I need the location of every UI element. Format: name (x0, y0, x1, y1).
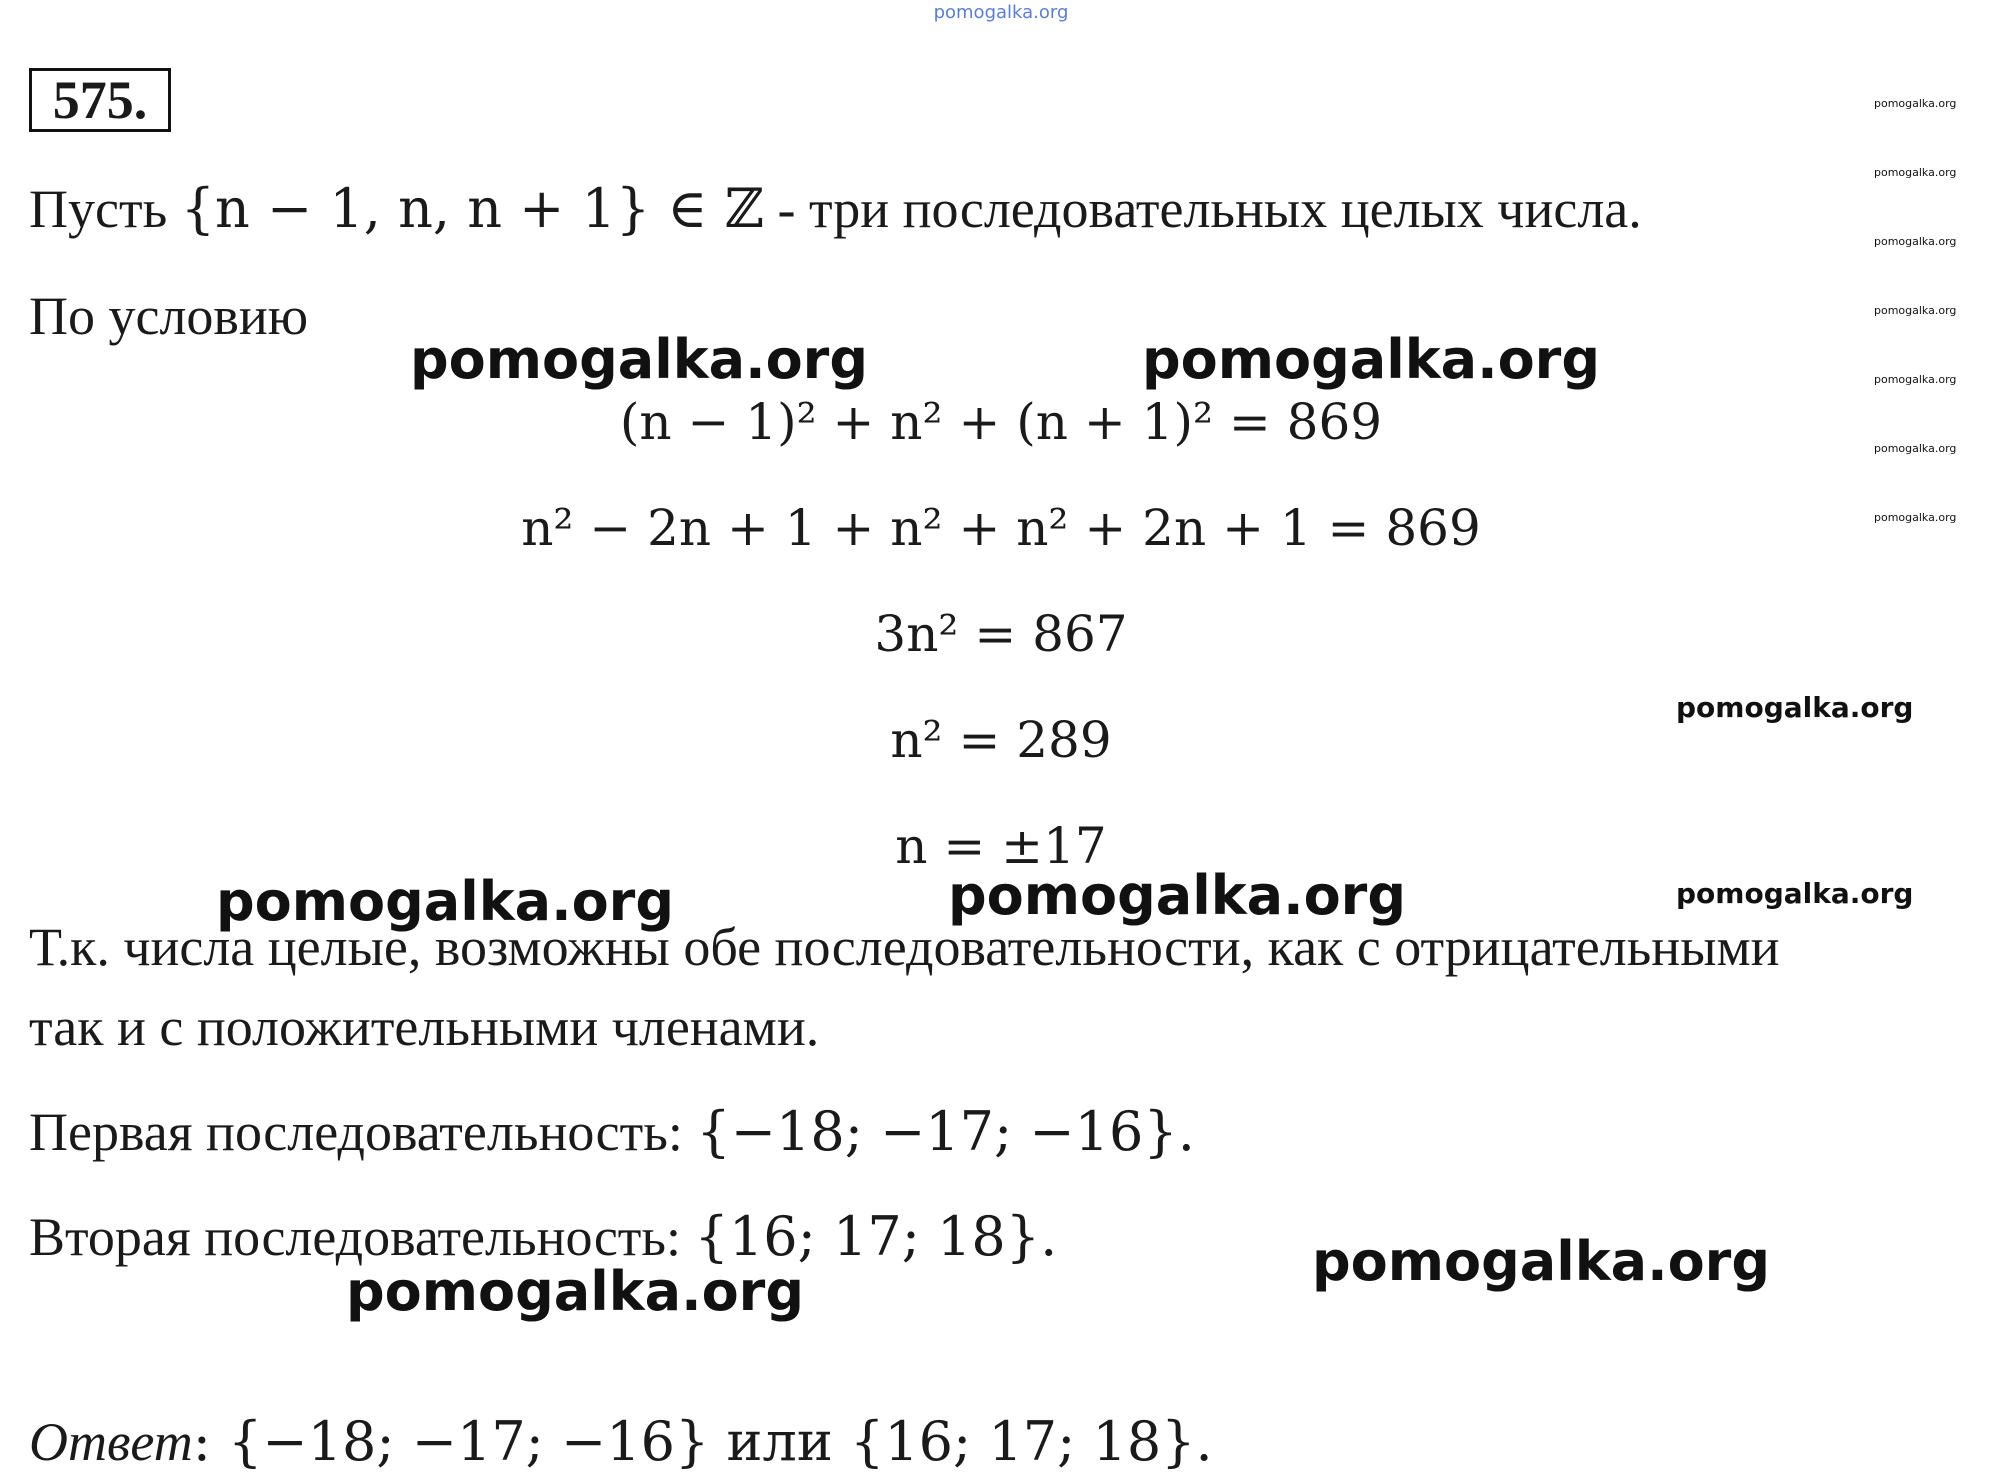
watermark-big-4: pomogalka.org (948, 864, 1406, 927)
answer-label: Ответ (29, 1412, 193, 1472)
intro-set: {n − 1, n, n + 1} ∈ ℤ (180, 177, 764, 240)
second-sequence-label: Вторая последовательность: (29, 1207, 682, 1267)
watermark-tiny-4: pomogalka.org (1874, 304, 1957, 317)
watermark-big-5: pomogalka.org (1312, 1230, 1770, 1293)
equation-4: n² = 289 (890, 711, 1112, 769)
intro-prefix: Пусть (29, 179, 168, 239)
watermark-mid-2: pomogalka.org (1676, 877, 1914, 910)
problem-number-box: 575. (29, 68, 171, 132)
watermark-big-2: pomogalka.org (1142, 328, 1600, 391)
equation-5: n = ±17 (895, 817, 1107, 875)
watermark-tiny-6: pomogalka.org (1874, 442, 1957, 455)
second-sequence-value: {16; 17; 18}. (694, 1205, 1058, 1268)
equation-1: (n − 1)² + n² + (n + 1)² = 869 (619, 393, 1383, 451)
answer-line (29, 1410, 1213, 1474)
watermark-tiny-2: pomogalka.org (1874, 166, 1957, 179)
watermark-big-1: pomogalka.org (410, 328, 868, 391)
equation-3: 3n² = 867 (874, 605, 1128, 663)
watermark-big-3: pomogalka.org (216, 870, 674, 933)
watermark-tiny-5: pomogalka.org (1874, 373, 1957, 386)
watermark-tiny-1: pomogalka.org (1874, 97, 1957, 110)
first-sequence-line (29, 1100, 1195, 1164)
first-sequence-label: Первая последовательность: (29, 1102, 683, 1162)
intro-suffix: - три последовательных целых числа. (777, 179, 1642, 239)
first-sequence-value: {−18; −17; −16}. (696, 1100, 1195, 1163)
watermark-tiny-3: pomogalka.org (1874, 235, 1957, 248)
explanation-line-2: так и с положительными членами. (29, 997, 820, 1057)
answer-value: : {−18; −17; −16} или {16; 17; 18}. (192, 1410, 1213, 1473)
explanation-line-1: Т.к. числа целые, возможны обе последовательности, как с отрицательными (29, 917, 1780, 977)
intro-line (29, 177, 1642, 241)
watermark-tiny-7: pomogalka.org (1874, 511, 1957, 524)
top-watermark: pomogalka.org (933, 2, 1069, 23)
watermark-mid-1: pomogalka.org (1676, 691, 1914, 724)
condition-label: По условию (29, 286, 309, 346)
equation-2: n² − 2n + 1 + n² + n² + 2n + 1 = 869 (521, 499, 1481, 557)
watermark-big-6: pomogalka.org (346, 1260, 804, 1323)
